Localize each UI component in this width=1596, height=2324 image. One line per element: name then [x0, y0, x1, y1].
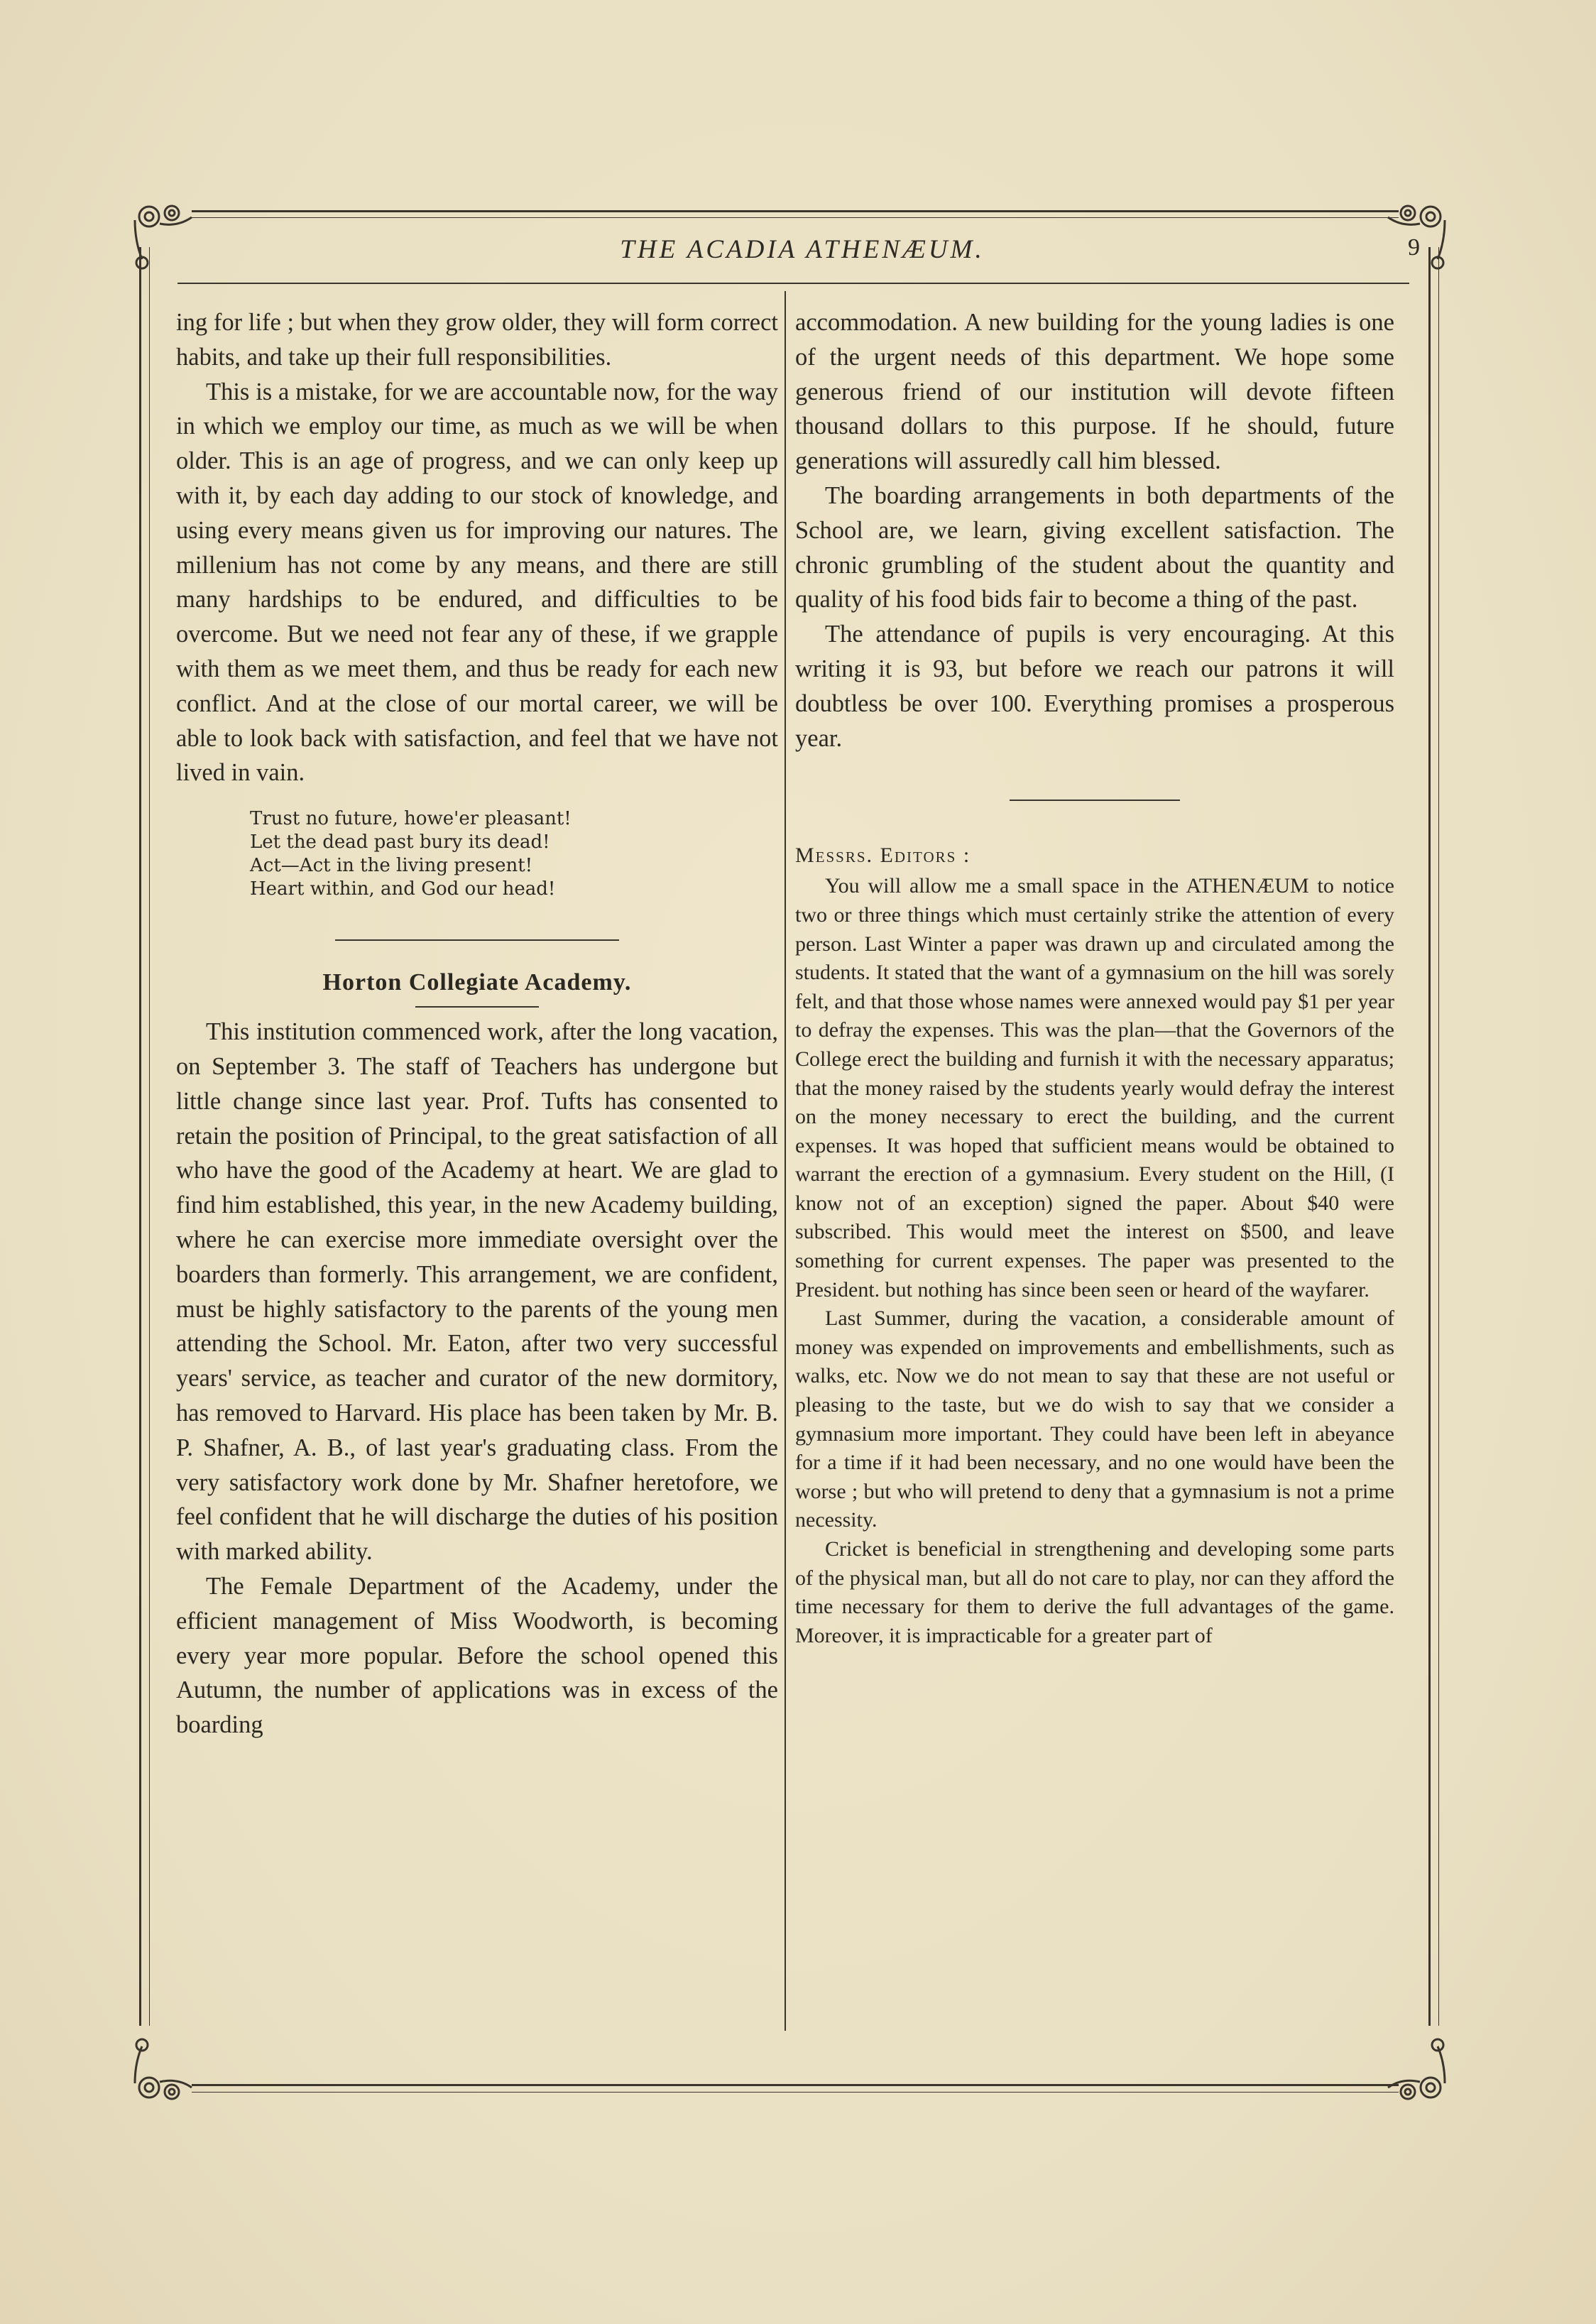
paragraph: This is a mistake, for we are accountable now, for the way in which we employ our time, as much as we will be when older. This is an age of progress, and we can only keep up with it, by each day adding to our stock of knowledge, and using every means given us for improving our natures. The millenium has not come by any means, and there are still many hardships to be endured, and difficulties to be overcome. But we need not fear any of these, if we grapple with them as we meet them, and thus be ready for each new conflict. And at the close of our mortal career, we will be able to look back with satisfaction, and feel that we have not lived in vain. — [176, 378, 778, 787]
poem-line: Trust no future, howe'er pleasant! — [250, 808, 572, 830]
left-column — [176, 305, 778, 1742]
letter-paragraph: Cricket is beneficial in strengthening and developing some parts of the physical man, but all do not care to play, nor can they afford the time necessary for them to derive the full advantages of the game. Moreover, it is impracticable for a greater part of — [795, 1537, 1394, 1647]
paragraph: accommodation. A new building for the young ladies is one of the urgent needs of this department. We hope some generous friend of our institution will devote fifteen thousand dollars to this purpose. If he should, future generations will assuredly call him blessed. — [795, 309, 1394, 475]
section-divider — [335, 939, 619, 941]
poem-line: Heart within, and God our head! — [250, 878, 556, 900]
poem-line: Let the dead past bury its dead! — [250, 831, 550, 853]
page-number: 9 — [1408, 234, 1420, 261]
paragraph: The Female Department of the Academy, under the efficient management of Miss Woodworth, is becoming every year more popular. Before the school opened this Autumn, the number of applications was in excess of the boarding — [176, 1572, 778, 1739]
corner-ornament-icon — [121, 2038, 199, 2116]
section-divider — [1010, 800, 1180, 801]
running-header — [185, 234, 1420, 277]
paragraph: The boarding arrangements in both departments of the School are, we learn, giving excellent satisfaction. The chronic grumbling of the student about the quantity and quality of his food bids fair to become a thing of the past. — [795, 481, 1394, 613]
paragraph: The attendance of pupils is very encouraging. At this writing it is 93, but before we reach our patrons it will doubtless be over 100. Everything promises a prosperous year. — [795, 621, 1394, 752]
poem-stanza — [250, 807, 778, 901]
poem-line: Act—Act in the living present! — [250, 855, 533, 877]
letter-salutation: Messrs. Editors : — [795, 844, 971, 868]
heading-underline — [415, 1006, 539, 1008]
paragraph: ing for life ; but when they grow older, they will form correct habits, and take up their full responsibilities. — [176, 309, 778, 371]
paragraph: This institution commenced work, after the long vacation, on September 3. The staff of Teachers has undergone but little change since last year. Prof. Tufts has consented to retain the position of Principal, to the great satisfaction of all who have the good of the Academy at heart. We are glad to find him established, this year, in the new Academy building, where he can exercise more immediate oversight over the boarders than formerly. This arrangement, we are confident, must be highly satisfactory to the parents of the young men attending the School. Mr. Eaton, after two very successful years' service, as teacher and curator of the new dormitory, has removed to Harvard. His place has been taken by Mr. B. P. Shafner, A. B., of last year's graduating class. From the very satisfactory work done by Mr. Shafner heretofore, we feel confident that he will discharge the duties of his position with marked ability. — [176, 1018, 778, 1566]
letter-paragraph: You will allow me a small space in the ATHENÆUM to notice two or three things which must certainly strike the attention of every person. Last Winter a paper was drawn up and circulated among the students. It stated that the want of a gymnasium on the hill was sorely felt, and that those whose names were annexed would pay $1 per year to defray the expenses. This was the plan—that the Governors of the College erect the building and furnish it with the necessary apparatus; that the money raised by the students yearly would defray the interest on the money necessary to erect the building, and the current expenses. It was hoped that sufficient means would be obtained to warrant the erection of a gymnasium. Every student on the Hill, (I know not of an exception) signed the paper. About $40 were subscribed. This would meet the interest on $500, and leave something for current expenses. The paper was presented to the President. but nothing has since been seen or heard of the wayfarer. — [795, 874, 1394, 1302]
corner-ornament-icon — [1381, 2038, 1459, 2116]
section-heading: Horton Collegiate Academy. — [322, 969, 632, 996]
right-column — [795, 305, 1394, 1650]
letter-paragraph: Last Summer, during the vacation, a considerable amount of money was expended on improvements and embellishments, such as walks, etc. Now we do not mean to say that these are not useful or pleasing to the taste, but we do wish to say that we consider a gymnasium more important. They could have been left in abeyance for a time if it had been necessary, and no one would have been the worse ; but who will pretend to deny that a gymnasium is not a prime necessity. — [795, 1306, 1394, 1532]
journal-title: THE ACADIA ATHENÆUM. — [620, 235, 985, 264]
